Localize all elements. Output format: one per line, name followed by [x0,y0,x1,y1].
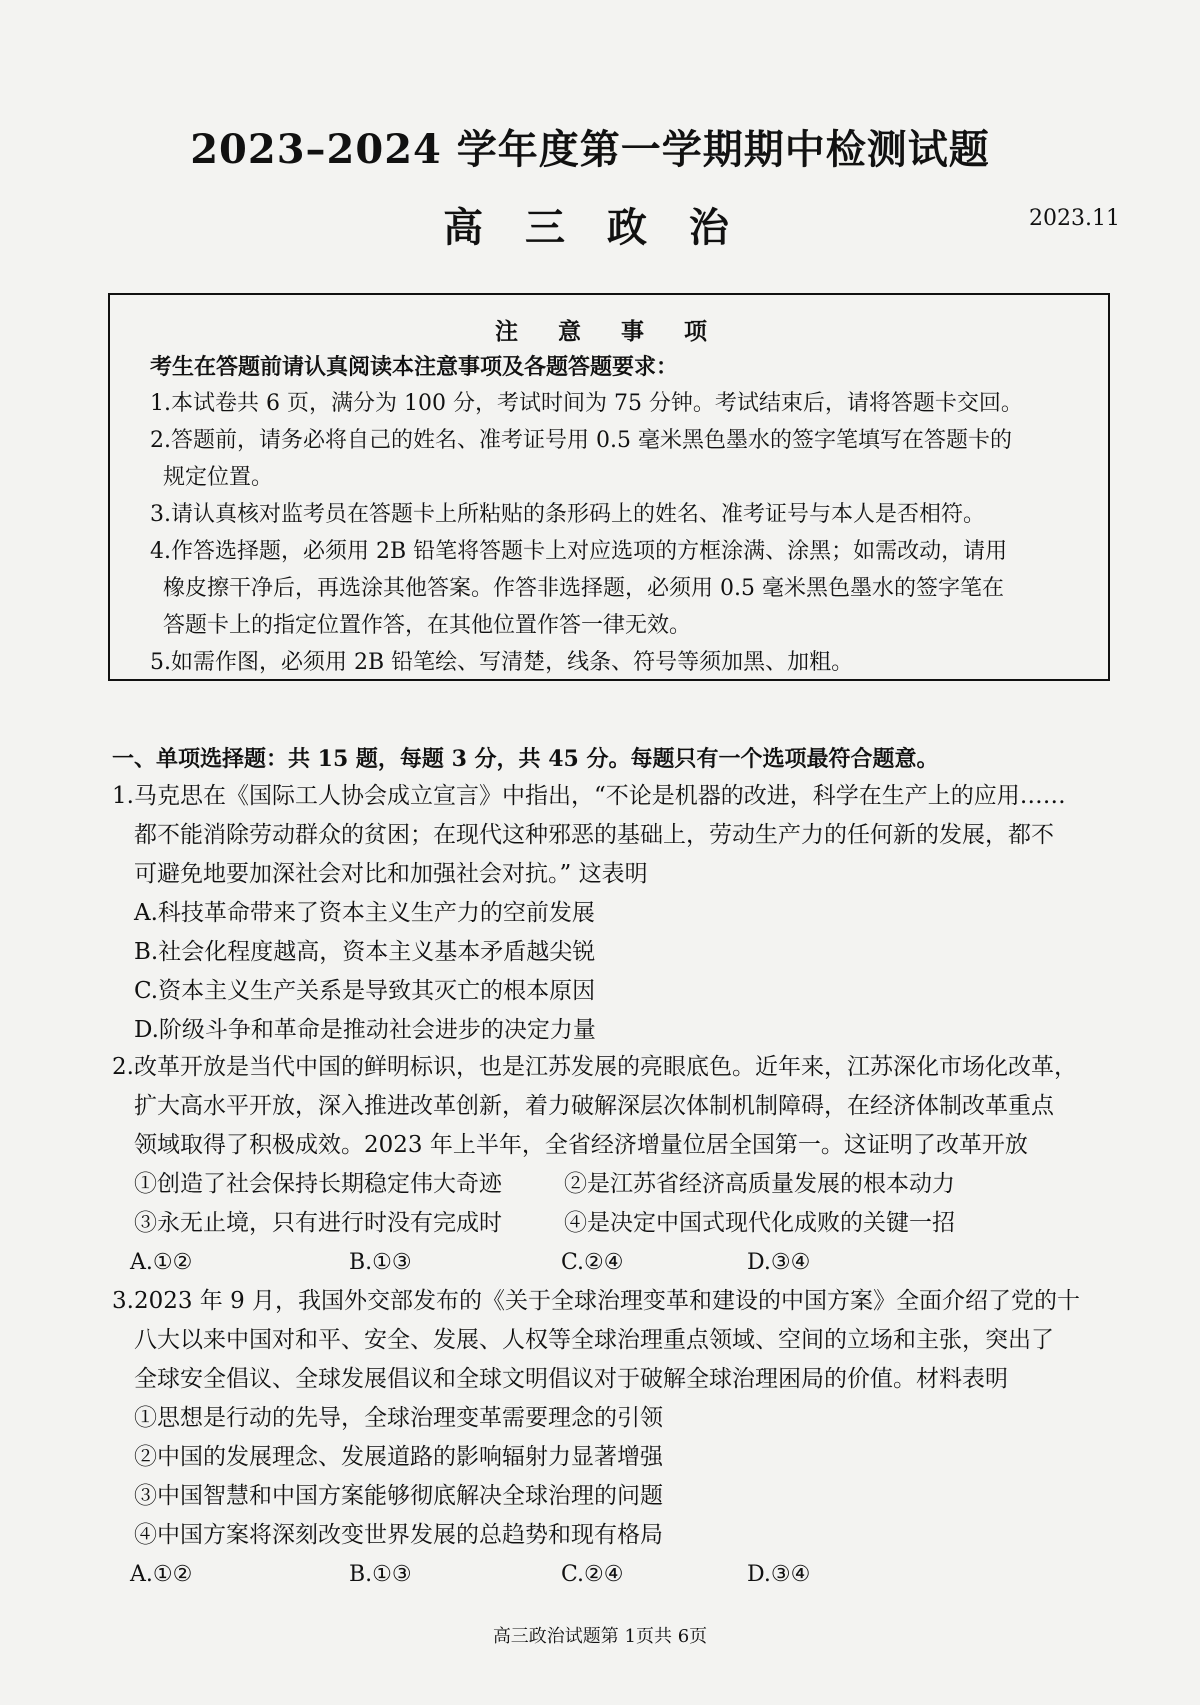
stem-line: 1.马克思在《国际工人协会成立宣言》中指出，“不论是机器的改进，科学在生产上的应用…… [112,783,1066,809]
notice-title: 注 意 事 项 [494,318,724,345]
notice-line: 规定位置。 [163,465,274,490]
option-a: A.科技革命带来了资本主义生产力的空前发展 [134,900,595,926]
statement: ①创造了社会保持长期稳定伟大奇迹 [134,1171,502,1197]
answer-c: C.②④ [561,1562,624,1587]
notice-item [150,644,1100,681]
statement: ④是决定中国式现代化成败的关键一招 [564,1210,955,1236]
section-heading: 一、单项选择题：共 15 题，每题 3 分，共 45 分。每题只有一个选项最符合题意。 [112,746,939,772]
stem-line: 都不能消除劳动群众的贫困；在现代这种邪恶的基础上，劳动生产力的任何新的发展，都不 [134,822,1054,848]
stem-line: 领域取得了积极成效。2023 年上半年，全省经济增量位居全国第一。这证明了改革开放 [134,1132,1028,1158]
page-footer: 高三政治试题第 1页共 6页 [492,1626,708,1647]
notice-items [150,385,1100,681]
statement: ①思想是行动的先导，全球治理变革需要理念的引领 [134,1405,663,1431]
stem-line: 全球安全倡议、全球发展倡议和全球文明倡议对于破解全球治理困局的价值。材料表明 [134,1366,1008,1392]
question-3 [112,1282,1122,1594]
question-stem [112,1282,1122,1399]
stem-line: 扩大高水平开放，深入推进改革创新，着力破解深层次体制机制障碍，在经济体制改革重点 [134,1093,1054,1119]
question-2 [112,1048,1122,1282]
answer-row [112,1243,1122,1282]
notice-item [150,496,1100,533]
question-stem [112,777,1122,894]
statement: ④中国方案将深刻改变世界发展的总趋势和现有格局 [134,1522,663,1548]
notice-line: 1.本试卷共 6 页，满分为 100 分，考试时间为 75 分钟。考试结束后，请将答题卡交回。 [150,391,1023,416]
statement: ③永无止境，只有进行时没有完成时 [134,1210,502,1236]
statement-row [112,1165,1122,1204]
exam-subject: 高 三 政 治 [443,204,743,251]
notice-item [150,533,1100,644]
exam-title: 2023–2024 学年度第一学期期中检测试题 [190,126,990,173]
statement: ②是江苏省经济高质量发展的根本动力 [564,1171,955,1197]
option-b: B.社会化程度越高，资本主义基本矛盾越尖锐 [134,939,596,965]
notice-line: 橡皮擦干净后，再选涂其他答案。作答非选择题，必须用 0.5 毫米黑色墨水的签字笔在 [163,576,1004,601]
answer-d: D.③④ [747,1250,811,1275]
stem-line: 八大以来中国对和平、安全、发展、人权等全球治理重点领域、空间的立场和主张，突出了 [134,1327,1054,1353]
answer-b: B.①③ [349,1562,412,1587]
answer-d: D.③④ [747,1562,811,1587]
stem-line: 2.改革开放是当代中国的鲜明标识，也是江苏发展的亮眼底色。近年来，江苏深化市场化改革， [112,1054,1077,1080]
stem-line: 可避免地要加深社会对比和加强社会对抗。” 这表明 [134,861,648,887]
question-1 [112,777,1122,1050]
notice-line: 4.作答选择题，必须用 2B 铅笔将答题卡上对应选项的方框涂满、涂黑；如需改动，请用 [150,539,1008,564]
answer-a: A.①② [130,1562,193,1587]
exam-date: 2023.11 [1029,206,1120,231]
question-stem [112,1048,1122,1165]
notice-item [150,385,1100,422]
option-d: D.阶级斗争和革命是推动社会进步的决定力量 [134,1017,596,1043]
answer-b: B.①③ [349,1250,412,1275]
answer-c: C.②④ [561,1250,624,1275]
answer-row [112,1555,1122,1594]
statement: ②中国的发展理念、发展道路的影响辐射力显著增强 [134,1444,663,1470]
stem-line: 3.2023 年 9 月，我国外交部发布的《关于全球治理变革和建设的中国方案》全面介绍了党的十 [112,1288,1081,1314]
notice-item [150,422,1100,496]
notice-line: 5.如需作图，必须用 2B 铅笔绘、写清楚，线条、符号等须加黑、加粗。 [150,650,854,675]
notice-line: 3.请认真核对监考员在答题卡上所粘贴的条形码上的姓名、准考证号与本人是否相符。 [150,502,985,527]
notice-line: 2.答题前，请务必将自己的姓名、准考证号用 0.5 毫米黑色墨水的签字笔填写在答题卡的 [150,428,1012,453]
option-c: C.资本主义生产关系是导致其灭亡的根本原因 [134,978,596,1004]
notice-box [108,293,1110,681]
notice-intro: 考生在答题前请认真阅读本注意事项及各题答题要求： [150,354,679,380]
statement-row [112,1204,1122,1243]
answer-a: A.①② [130,1250,193,1275]
statement: ③中国智慧和中国方案能够彻底解决全球治理的问题 [134,1483,663,1509]
notice-line: 答题卡上的指定位置作答，在其他位置作答一律无效。 [163,613,692,638]
